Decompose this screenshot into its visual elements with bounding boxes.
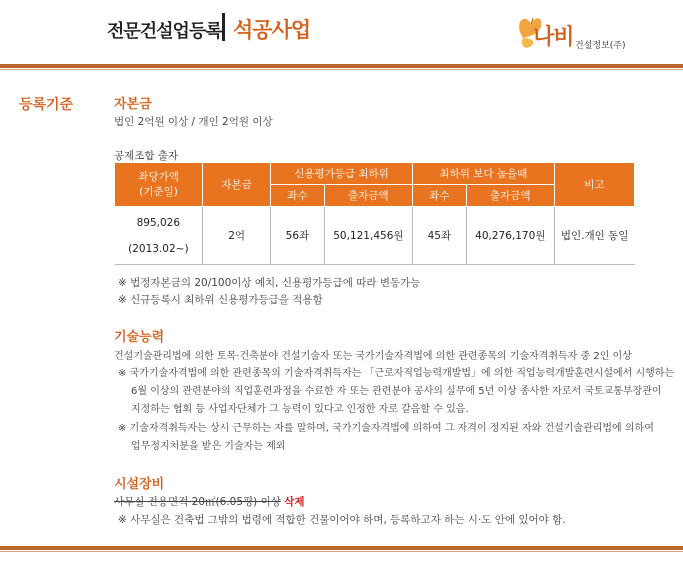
tech-note-1-line-3: 지정하는 협회 등 사업자단체가 그 능력이 있다고 인정한 자로 갈음할 수 있음. (131, 404, 469, 415)
logo-name: 나비 (533, 25, 574, 50)
tech-heading: 기술능력 (114, 330, 165, 345)
guarantee-table (114, 162, 635, 265)
cell-capital: 2억 (203, 207, 271, 265)
header-remarks: 비고 (554, 163, 634, 207)
header-units-1: 좌수 (271, 185, 325, 207)
tech-text: 건설기술관리법에 의한 토목·건축분야 건설기술자 또는 국가기술자격법에 의한 관련종목의 기술자격취득자 중 2인 이상 (114, 351, 632, 362)
tech-note-2-line-1: ※ 기술자격취득자는 상시 근무하는 자를 말하며, 국가기술자격법에 의하여 그 자격이 정지된 자와 건설기술관리법에 의하여 (118, 423, 654, 434)
cell-price (115, 207, 203, 265)
page-subtitle: 석공사업 (233, 18, 311, 42)
header-price-label: 좌당가액 (138, 170, 179, 183)
top-divider-thin (0, 69, 683, 70)
page-header (0, 0, 683, 62)
cell-price-date: (2013.02~) (128, 242, 189, 255)
side-category-label: 등록기준 (19, 97, 74, 113)
guarantee-note-1: ※ 법정자본금의 20/100이상 예치, 신용평가등급에 따라 변동가능 (118, 277, 421, 289)
capital-heading: 자본금 (114, 97, 152, 112)
header-price (115, 163, 203, 207)
guarantee-note-2: ※ 신규등록시 최하위 신용평가등급을 적용함 (118, 294, 323, 306)
cell-amount-1: 50,121,456원 (324, 207, 412, 265)
cell-amount-2: 40,276,170원 (466, 207, 554, 265)
capital-text: 법인 2억원 이상 / 개인 2억원 이상 (114, 116, 273, 128)
facility-heading: 시설장비 (114, 477, 165, 492)
tech-note-2-line-2: 업무정지처분을 받은 기술자는 제외 (131, 441, 286, 452)
tech-note-1-line-1: ※ 국가기술자격법에 의한 관련종목의 기술자격취득자는 「근로자직업능력개발법」에 의한 직업능력개발훈련시설에서 시행하는 (118, 368, 675, 379)
header-group-higher: 최하위 보다 높을때 (412, 163, 554, 185)
guarantee-heading: 공제조합 출자 (114, 150, 179, 162)
page-title: 전문건설업등록 (107, 21, 222, 42)
table-row (115, 207, 635, 265)
header-base-date: (기준일) (139, 185, 178, 198)
top-divider (0, 64, 683, 68)
cell-price-value: 895,026 (136, 216, 181, 229)
header-amount-2: 출자금액 (466, 185, 554, 207)
logo-subtitle: 건설정보(주) (575, 41, 626, 51)
deleted-label: 삭제 (284, 496, 305, 508)
facility-struck-text: 사무실 전용면적 20㎡(6.05평) 이상 (114, 496, 281, 508)
bottom-divider (0, 546, 683, 550)
cell-units-1: 56좌 (271, 207, 325, 265)
title-divider (222, 13, 225, 41)
header-group-lowest: 신용평가등급 최하위 (271, 163, 413, 185)
cell-remarks: 법인.개인 동일 (554, 207, 634, 265)
bottom-divider-thin (0, 551, 683, 552)
facility-requirement (114, 494, 305, 509)
cell-units-2: 45좌 (412, 207, 466, 265)
header-amount-1: 출자금액 (324, 185, 412, 207)
header-units-2: 좌수 (412, 185, 466, 207)
header-capital: 자본금 (203, 163, 271, 207)
facility-note: ※ 사무실은 건축법 그밖의 법령에 적합한 건물이어야 하며, 등록하고자 하는 시·도 안에 있어야 함. (118, 514, 566, 526)
tech-note-1-line-2: 6월 이상의 관련분야의 직업훈련과정을 수료한 자 또는 관련분야 공사의 실무에 5년 이상 종사한 자로서 국토교통부장관이 (131, 386, 662, 397)
